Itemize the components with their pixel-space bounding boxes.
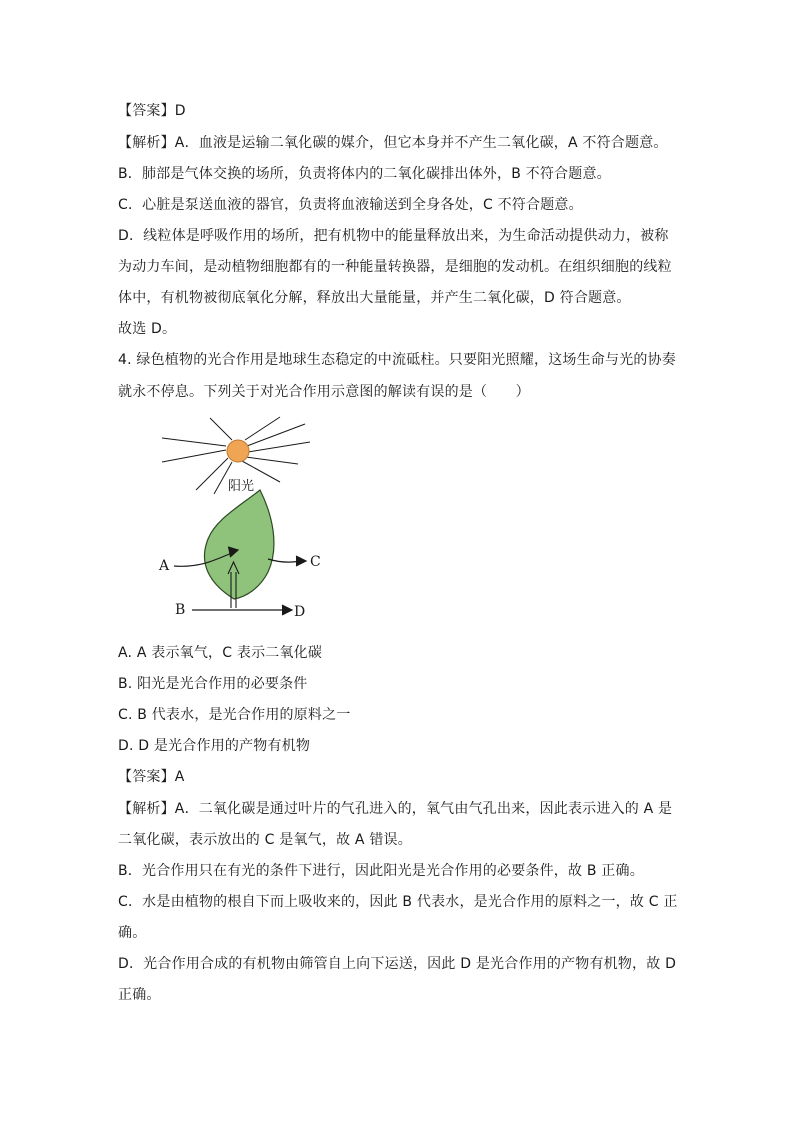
label-d: D — [294, 604, 306, 620]
arrow-c-icon — [268, 556, 306, 566]
answer-label-1: 【答案】D — [118, 103, 186, 119]
option-d: D. D 是光合作用的产物有机物 — [118, 738, 311, 754]
analysis-line: 二氧化碳，表示放出的 C 是氧气，故 A 错误。 — [118, 832, 412, 848]
analysis-line: 【解析】A．二氧化碳是通过叶片的气孔进入的，氧气由气孔出来，因此表示进入的 A 是 — [118, 801, 673, 817]
analysis-line: D．线粒体是呼吸作用的场所，把有机物中的能量释放出来，为生命活动提供动力，被称 — [118, 228, 669, 244]
analysis-line: D．光合作用合成的有机物由筛管自上向下运送，因此 D 是光合作用的产物有机物，故 D — [118, 956, 677, 972]
option-b: B. 阳光是光合作用的必要条件 — [118, 676, 308, 692]
sun-label: 阳光 — [228, 479, 255, 494]
answer-label-2: 【答案】A — [118, 769, 185, 785]
label-b: B — [175, 602, 186, 618]
conclusion-line: 故选 D。 — [118, 321, 177, 337]
analysis-line: 为动力车间，是动植物细胞都有的一种能量转换器，是细胞的发动机。在组织细胞的线粒 — [118, 259, 672, 275]
analysis-line: 【解析】A．血液是运输二氧化碳的媒介，但它本身并不产生二氧化碳，A 不符合题意。 — [118, 135, 668, 151]
leaf-icon — [204, 490, 273, 599]
question-stem: 4. 绿色植物的光合作用是地球生态稳定的中流砥柱。只要阳光照耀，这场生命与光的协奏 — [118, 352, 677, 368]
analysis-line: 正确。 — [118, 987, 161, 1003]
option-c: C. B 代表水，是光合作用的原料之一 — [118, 707, 351, 723]
analysis-line: 体中，有机物被彻底氧化分解，释放出大量能量，并产生二氧化碳，D 符合题意。 — [118, 290, 631, 306]
arrow-b-d-icon — [192, 605, 292, 615]
sun-icon — [227, 440, 249, 462]
analysis-line: C．水是由植物的根自下而上吸收来的，因此 B 代表水，是光合作用的原料之一，故 C 正 — [118, 894, 678, 910]
analysis-line: 确。 — [118, 925, 147, 941]
analysis-line: B．肺部是气体交换的场所，负责将体内的二氧化碳排出体外，B 不符合题意。 — [118, 166, 611, 182]
analysis-line: C．心脏是泵送血液的器官，负责将血液输送到全身各处，C 不符合题意。 — [118, 197, 583, 213]
photosynthesis-diagram — [150, 414, 330, 629]
option-a: A. A 表示氧气，C 表示二氧化碳 — [118, 645, 323, 661]
analysis-line: B．光合作用只在有光的条件下进行，因此阳光是光合作用的必要条件，故 B 正确。 — [118, 863, 644, 879]
question-stem: 就永不停息。下列关于对光合作用示意图的解读有误的是（ ） — [118, 384, 530, 400]
label-c: C — [310, 554, 321, 570]
label-a: A — [159, 558, 170, 574]
